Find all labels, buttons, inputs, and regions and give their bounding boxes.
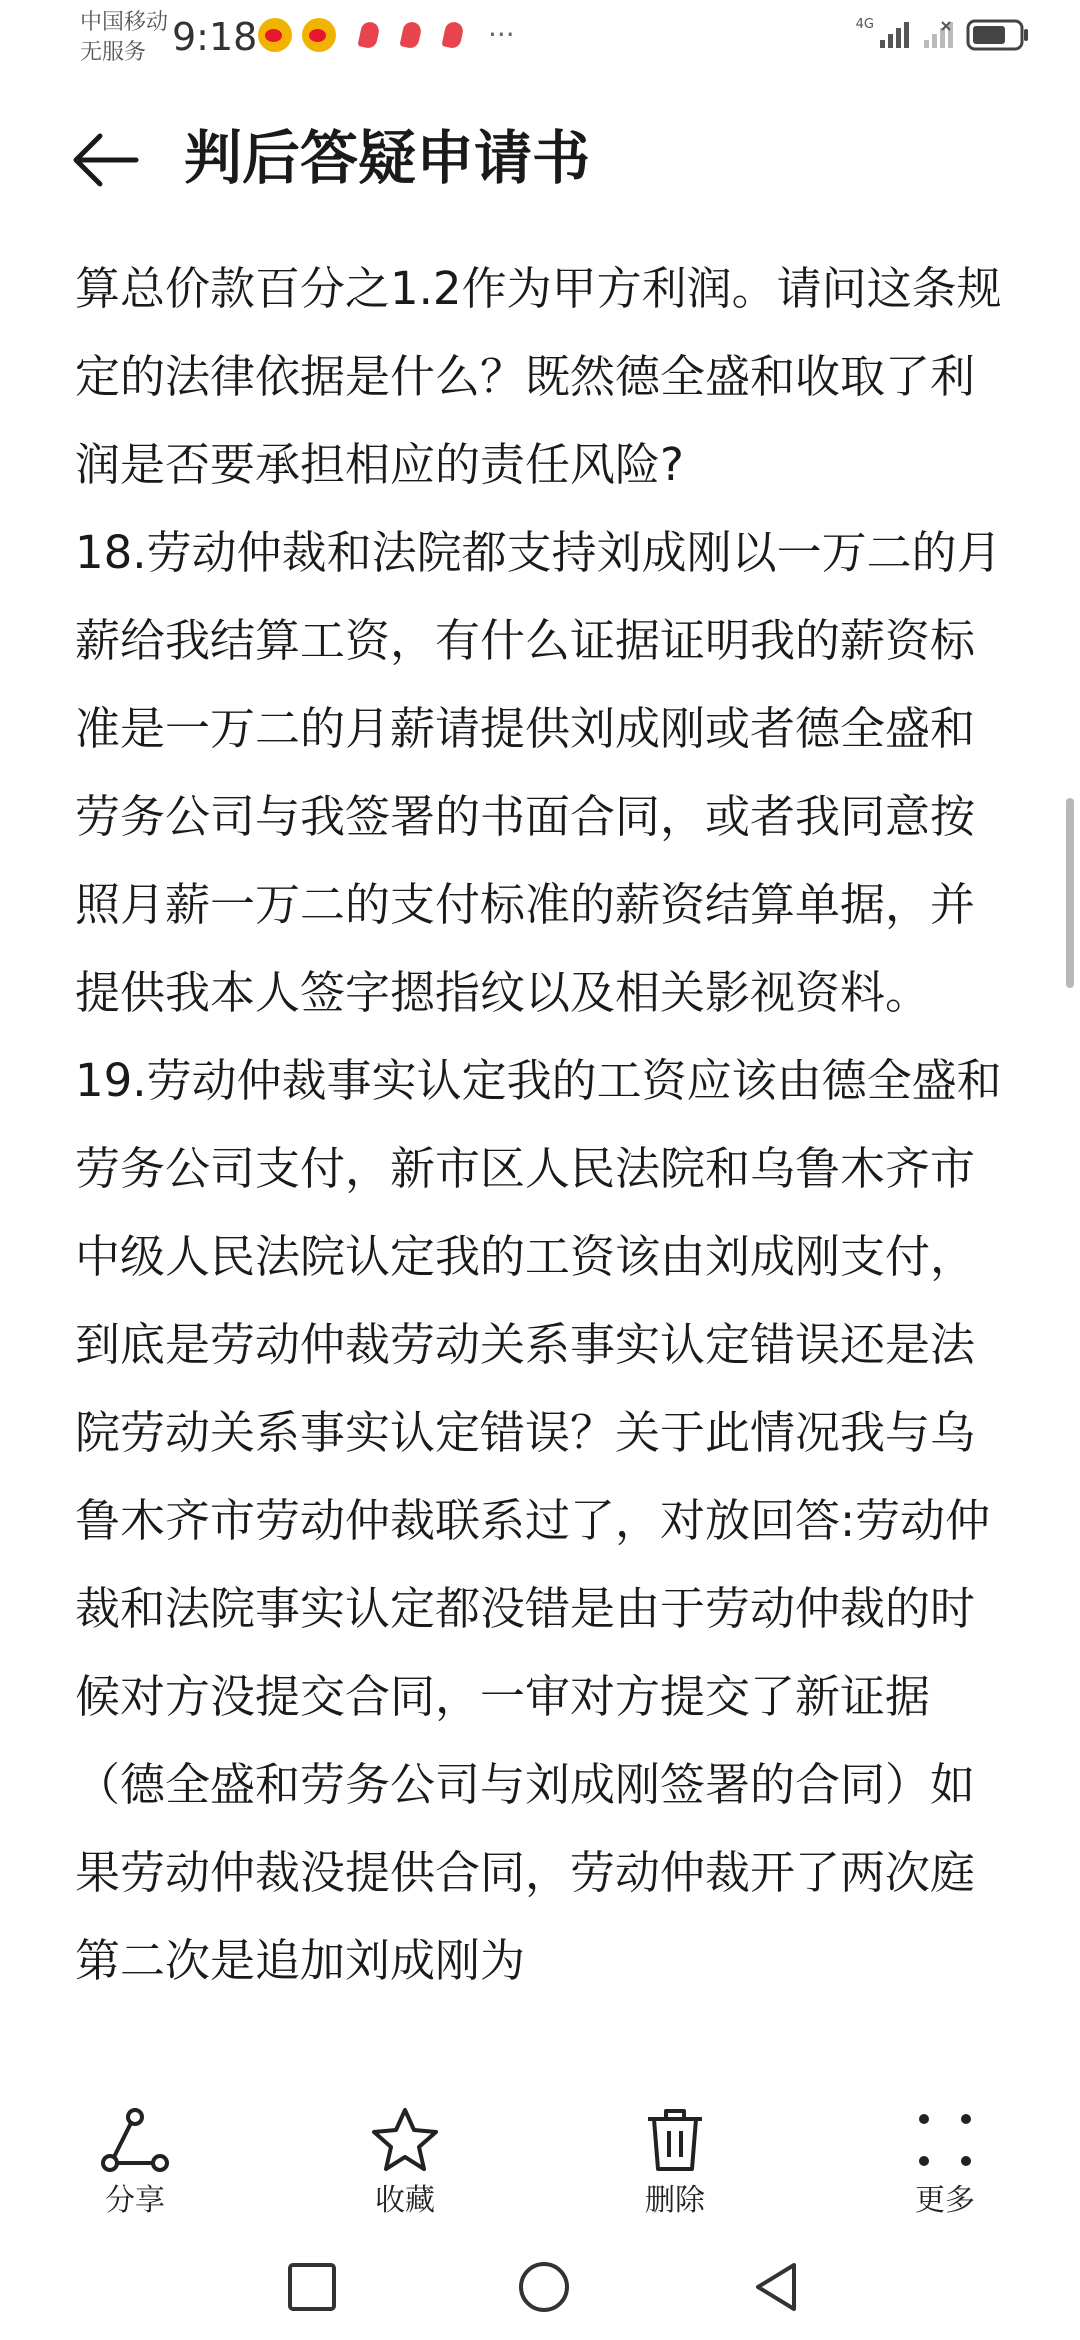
paragraph: 19.劳动仲裁事实认定我的工资应该由德全盛和劳务公司支付，新市区人民法院和乌鲁木齐市中级人民法院认定我的工资该由刘成刚支付，到底是劳动仲裁劳动关系事实认定错误还是法院劳动关系事实认定错误？关于此情况我与乌鲁木齐市劳动仲裁联系过了，对放回答:劳动仲裁和法院事实认定都没错是由于劳动仲裁的时候对方没提交合同，一审对方提交了新证据（德全盛和劳务公司与刘成刚签署的合同）如果劳动仲裁没提供合同，劳动仲裁开了两次庭第二次是追加刘成刚为: [75, 1054, 1002, 1987]
share-icon: [100, 2105, 170, 2175]
share-label: 分享: [105, 2183, 165, 2218]
arrow-left-icon: [70, 128, 142, 192]
carrier-name: 中国移动: [80, 10, 169, 35]
app-notification-icon: [441, 20, 464, 49]
back-button[interactable]: [70, 128, 142, 192]
system-nav-bar: [0, 2235, 1080, 2340]
square-icon: [280, 2255, 344, 2319]
paragraph: 算总价款百分之1.2作为甲方利润。请问这条规定的法律依据是什么？既然德全盛和收取了利润是否要承担相应的责任风险?: [75, 262, 1002, 491]
status-bar: [0, 0, 1080, 80]
weibo-notification-icon: [302, 18, 336, 52]
more-notifications-icon: ···: [488, 18, 515, 51]
system-status-icons: [856, 18, 1030, 52]
page-title: 判后答疑申请书: [184, 124, 591, 192]
app-notification-icon: [399, 20, 422, 49]
weibo-notification-icon: [258, 18, 292, 52]
triangle-back-icon: [744, 2255, 808, 2319]
bottom-toolbar: [0, 2085, 1080, 2235]
dots-grid-icon: [910, 2105, 980, 2175]
trash-icon: [640, 2105, 710, 2175]
battery-icon: [966, 18, 1030, 52]
scrollbar[interactable]: [1066, 798, 1074, 988]
more-label: 更多: [915, 2183, 975, 2218]
network-type-label: 4G: [855, 17, 874, 32]
document-content[interactable]: [75, 245, 1015, 2085]
recents-button[interactable]: [280, 2255, 344, 2319]
app-notification-icon: [357, 20, 380, 49]
home-button[interactable]: [512, 2255, 576, 2319]
notification-icons: [258, 18, 515, 52]
delete-label: 删除: [645, 2183, 705, 2218]
star-icon: [370, 2105, 440, 2175]
signal-icon: [878, 20, 912, 50]
more-button[interactable]: [855, 2105, 1035, 2221]
circle-icon: [512, 2255, 576, 2319]
nav-back-button[interactable]: [744, 2255, 808, 2319]
carrier-info: [80, 8, 168, 68]
favorite-label: 收藏: [375, 2183, 435, 2218]
status-time: 9:18: [172, 15, 258, 59]
app-header: [0, 100, 1080, 220]
share-button[interactable]: [45, 2105, 225, 2221]
paragraph: 18.劳动仲裁和法院都支持刘成刚以一万二的月薪给我结算工资，有什么证据证明我的薪资标准是一万二的月薪请提供刘成刚或者德全盛和劳务公司与我签署的书面合同，或者我同意按照月薪一万二的支付标准的薪资结算单据，并提供我本人签字摁指纹以及相关影视资料。: [75, 526, 1002, 1019]
favorite-button[interactable]: [315, 2105, 495, 2221]
no-signal-icon: [922, 20, 956, 50]
delete-button[interactable]: [585, 2105, 765, 2221]
service-status: 无服务: [80, 40, 147, 65]
